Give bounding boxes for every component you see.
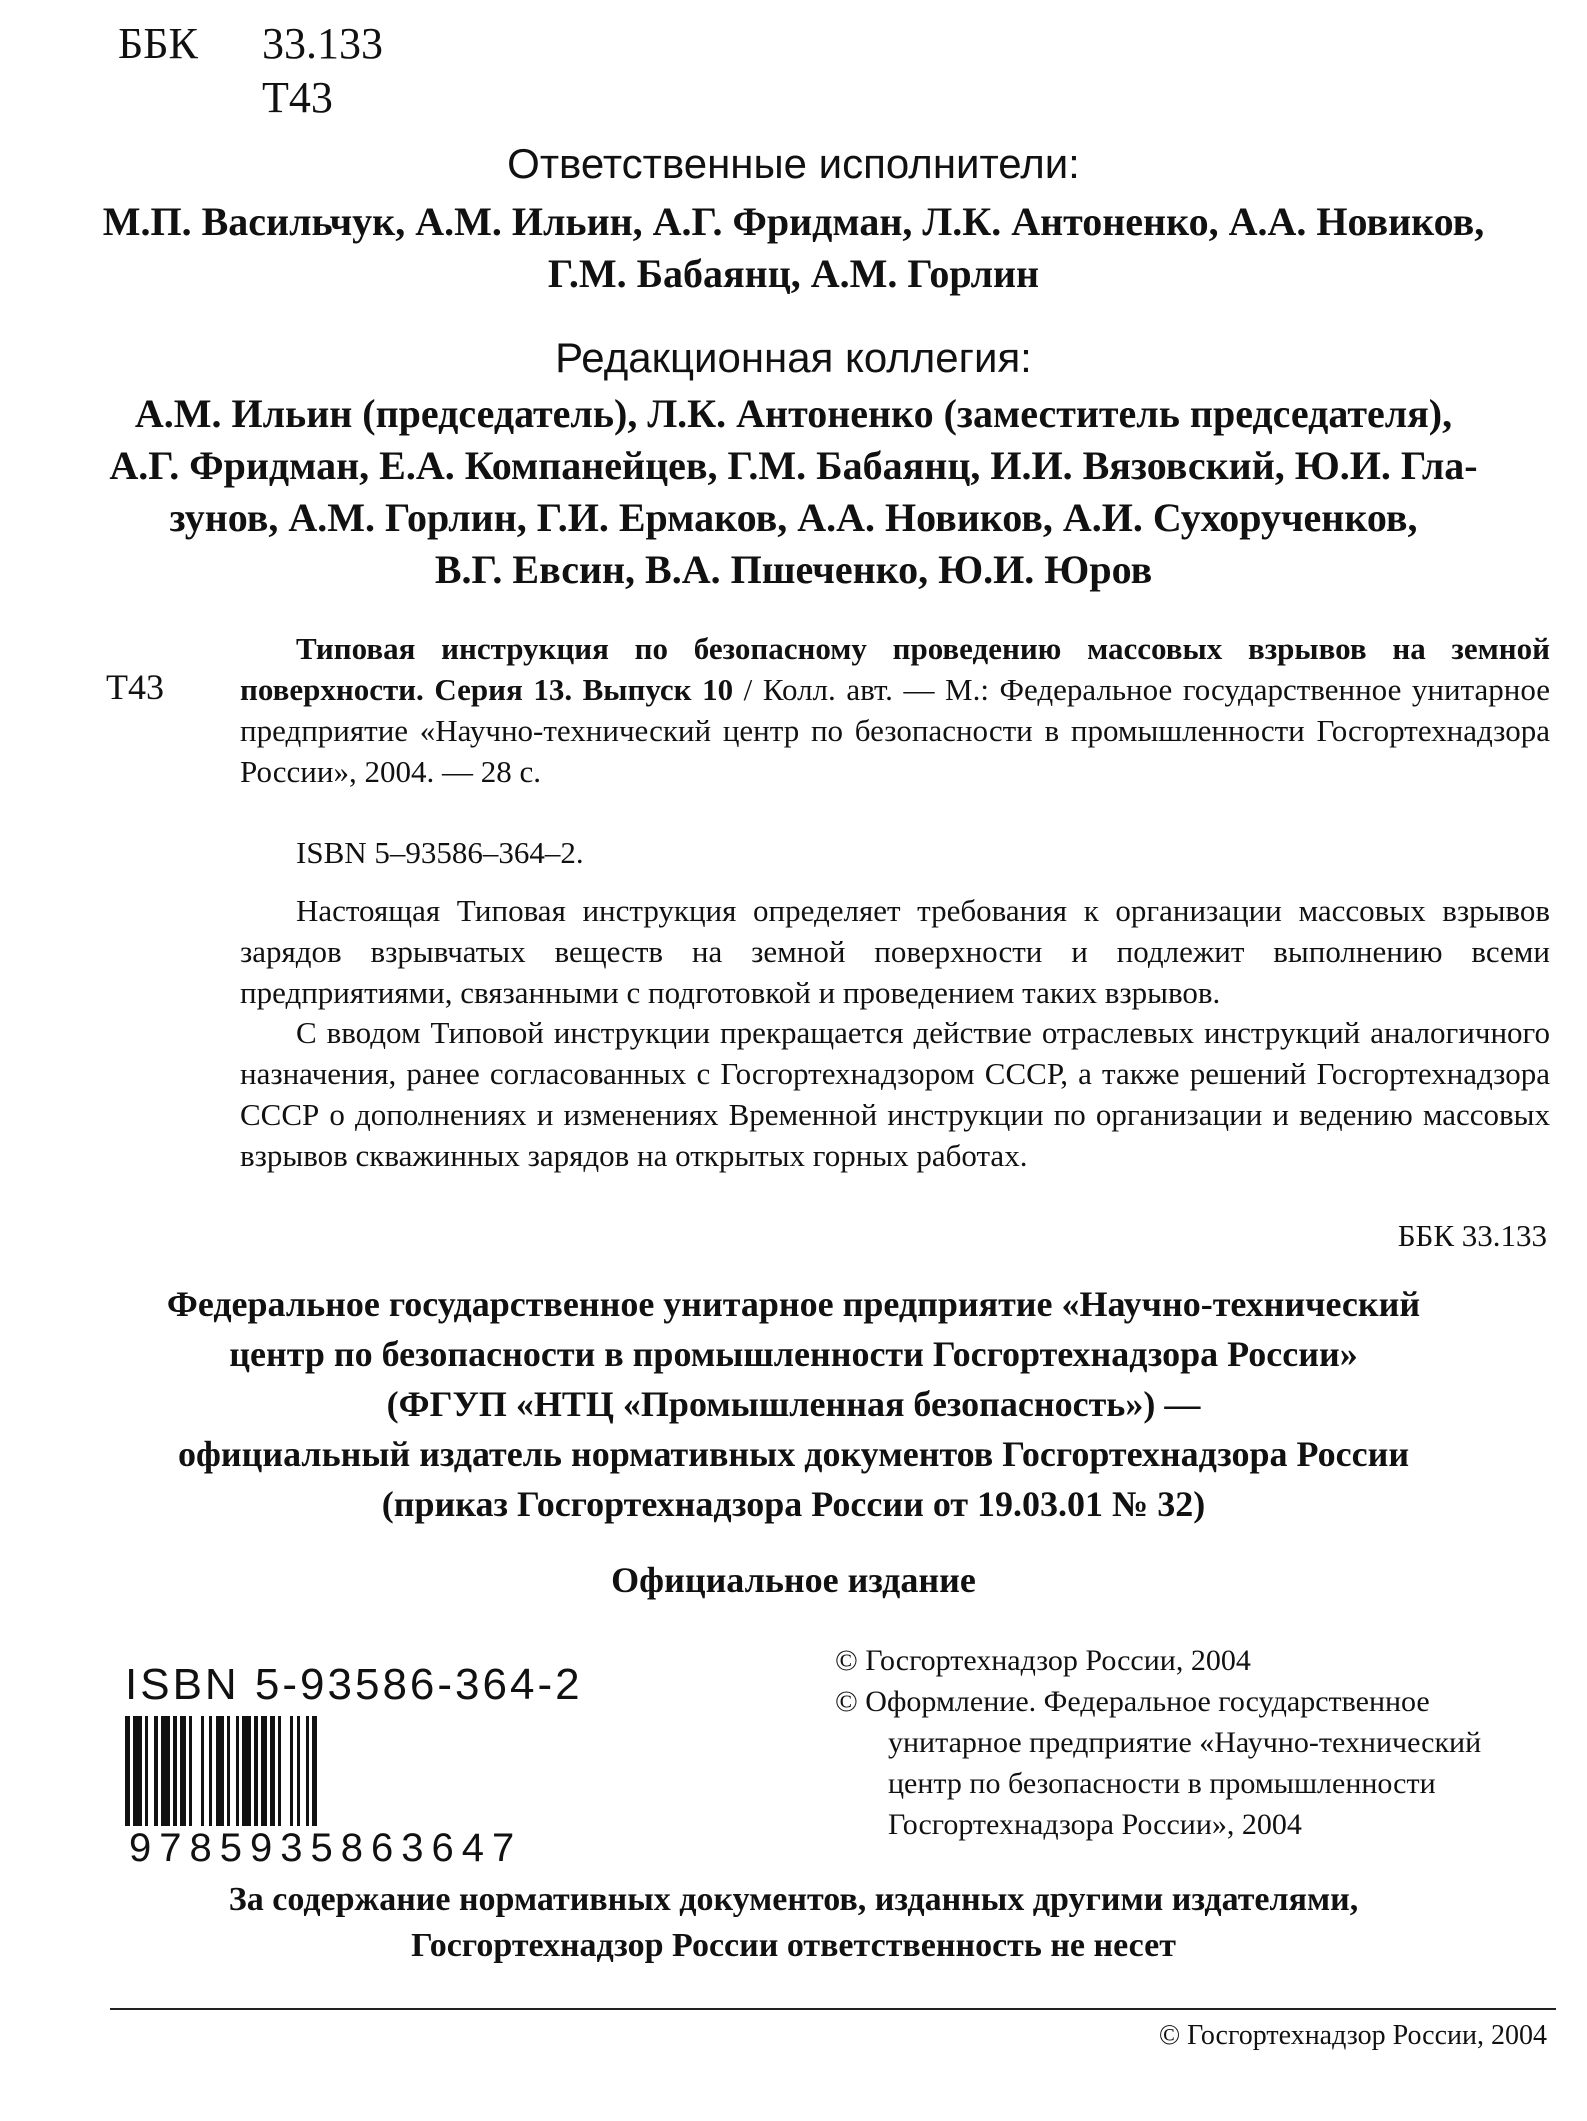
disclaimer-line-2: Госгортехнадзор России ответственность не несет	[411, 1927, 1176, 1964]
barcode-bars	[125, 1716, 583, 1834]
barcode-gap	[192, 1716, 201, 1834]
disclaimer-line-1: За содержание нормативных документов, изданных другими издателями,	[228, 1881, 1359, 1918]
copyright-line-4: центр по безопасности в промышленности	[888, 1767, 1436, 1800]
publisher-line-4: официальный издатель нормативных документов Госгортехнадзора России	[177, 1434, 1410, 1474]
editorial-line-4: В.Г. Евсин, В.А. Пшеченко, Ю.И. Юров	[434, 547, 1153, 592]
publisher-line-1: Федеральное государственное унитарное предприятие «Научно-технический	[166, 1284, 1421, 1324]
copyright-line-3: унитарное предприятие «Научно-технический	[888, 1726, 1482, 1759]
barcode-isbn: ISBN 5-93586-364-2	[125, 1660, 583, 1709]
bbk-label: ББК	[118, 19, 198, 68]
publisher-line-2: центр по безопасности в промышленности Госгортехнадзора России»	[229, 1334, 1358, 1374]
bibliographic-record	[240, 628, 1550, 792]
record-bbk: ББК 33.133	[1397, 1218, 1547, 1253]
publisher-line-3: (ФГУП «НТЦ «Промышленная безопасность») —	[386, 1384, 1201, 1424]
barcode-bar	[216, 1716, 224, 1834]
record-title: Типовая инструкция по безопасному проведению массовых взрывов на земной поверхности. Серия 13. Выпуск 10	[240, 631, 1550, 707]
official-edition: Официальное издание	[611, 1560, 976, 1600]
barcode-bar	[161, 1716, 170, 1834]
record-isbn: ISBN 5–93586–364–2.	[296, 835, 584, 870]
executors-line-1: М.П. Васильчук, А.М. Ильин, А.Г. Фридман, Л.К. Антоненко, А.А. Новиков,	[102, 199, 1485, 244]
editorial-line-2: А.Г. Фридман, Е.А. Компанейцев, Г.М. Бабаянц, И.И. Вязовский, Ю.И. Гла-	[109, 443, 1478, 488]
copyright-line-5: Госгортехнадзора России», 2004	[888, 1808, 1302, 1841]
abstract-paragraph-2: С вводом Типовой инструкции прекращается действие отраслевых инструкций аналогичного назначения, ранее согласованных с Госгортехнадзором СССР, а также решений Госгортехнадзора СССР о дополнениях и изменениях Временной инструкции по организации и ведению массовых взрывов скважинных зарядов на открытых горных работах.	[240, 1015, 1550, 1173]
record-imprint: / Колл. авт. — М.: Федеральное государственное унитарное предприятие «Научно-технический центр по безопасности в промышленности Госгортехнадзора России», 2004. — 28 с.	[240, 672, 1550, 789]
editorial-heading: Редакционная коллегия:	[555, 334, 1032, 381]
abstract-paragraph-1: Настоящая Типовая инструкция определяет требования к организации массовых взрывов зарядов взрывчатых веществ на земной поверхности и подлежит выполнению всеми предприятиями, связанными с подготовкой и проведением таких взрывов.	[240, 893, 1550, 1010]
footer-copyright: © Госгортехнадзор России, 2004	[1158, 2020, 1547, 2051]
barcode-gap	[281, 1716, 290, 1834]
copyright-line-1: © Госгортехнадзор России, 2004	[835, 1644, 1251, 1677]
bbk-code: 33.133	[262, 19, 383, 68]
footer-rule	[110, 2008, 1556, 2010]
editorial-line-1: А.М. Ильин (председатель), Л.К. Антоненко (заместитель председателя),	[134, 391, 1453, 436]
barcode-bar	[312, 1716, 317, 1834]
author-mark: Т43	[262, 73, 333, 122]
executors-line-2: Г.М. Бабаянц, А.М. Горлин	[547, 251, 1040, 296]
executors-heading: Ответственные исполнители:	[507, 140, 1080, 187]
editorial-line-3: зунов, А.М. Горлин, Г.И. Ермаков, А.А. Новиков, А.И. Сухорученков,	[169, 495, 1418, 540]
barcode-bar	[133, 1716, 142, 1834]
isbn-barcode	[125, 1660, 583, 1871]
publisher-line-5: (приказ Госгортехнадзора России от 19.03.01 № 32)	[381, 1484, 1206, 1524]
copyright-line-2: © Оформление. Федеральное государственное	[835, 1685, 1430, 1718]
record-mark: Т43	[106, 667, 164, 707]
barcode-bar	[242, 1716, 251, 1834]
barcode-digits: 9785935863647	[125, 1826, 526, 1871]
